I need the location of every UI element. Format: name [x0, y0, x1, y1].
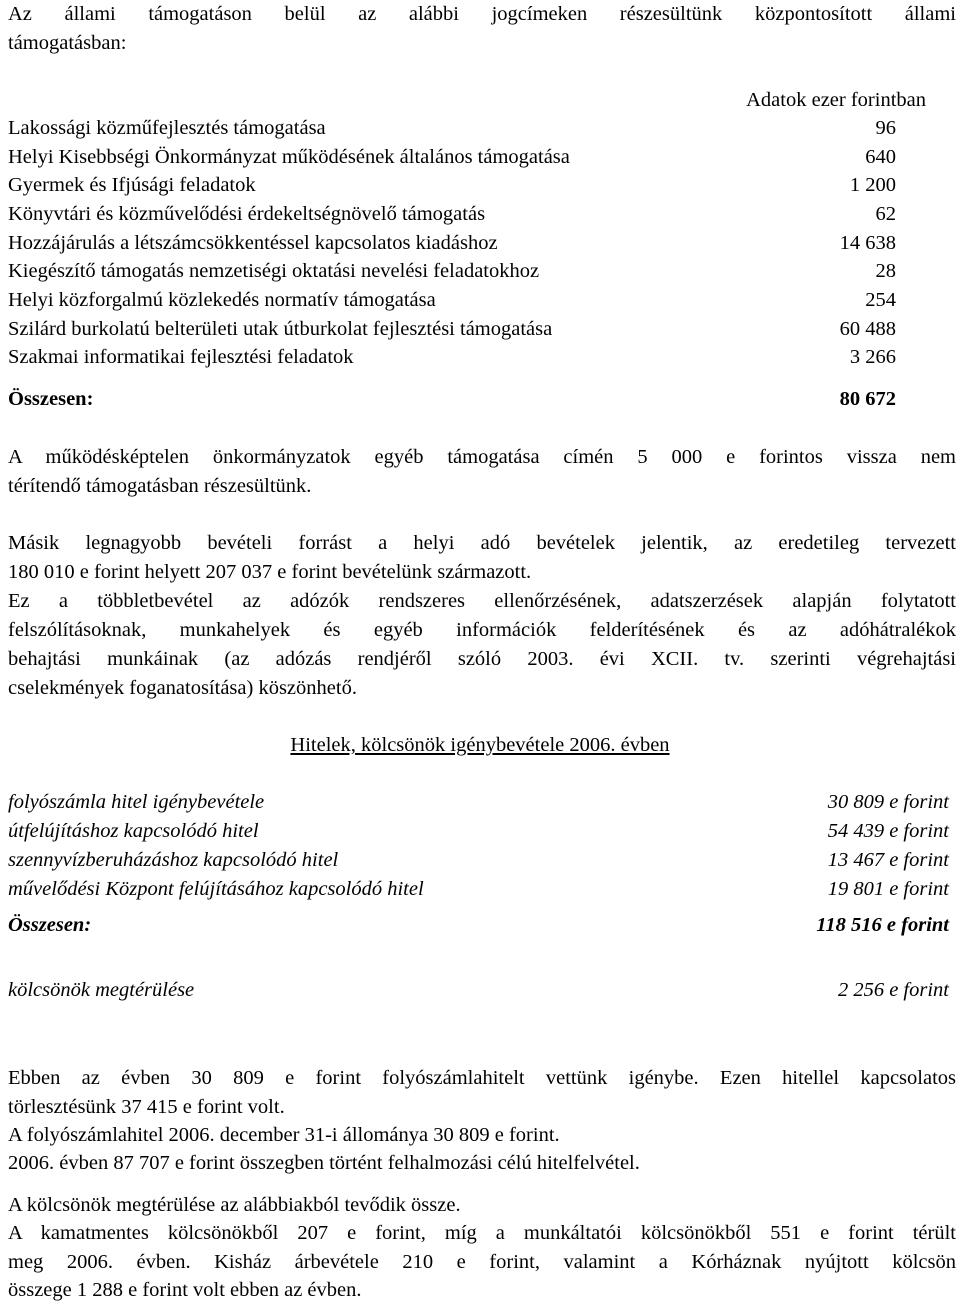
row-label: Szilárd burkolatú belterületi utak útburkolat fejlesztési támogatása: [8, 318, 553, 340]
table-row: [8, 257, 896, 286]
row-value: 1 200: [849, 174, 896, 196]
row-label: Lakossági közműfejlesztés támogatása: [8, 117, 326, 139]
row-value: 14 638: [839, 232, 896, 254]
para-tax-line-4: felszólításoknak, munkahelyek és egyéb információk felderítésének és az adóhátralékok: [8, 619, 956, 641]
row-value: 3 266: [849, 346, 896, 368]
row-value: 28: [875, 260, 896, 282]
unit-note: Adatok ezer forintban: [746, 89, 926, 111]
row-value: 640: [865, 146, 896, 168]
para-credit-line-2: törlesztésünk 37 415 e forint volt.: [8, 1096, 285, 1118]
loan-value: 13 467 e forint: [827, 849, 949, 871]
para-tax-line-2: 180 010 e forint helyett 207 037 e forint bevételünk származott.: [8, 561, 532, 583]
loan-repay-label: kölcsönök megtérülése: [8, 979, 195, 1001]
table-row: [8, 229, 896, 258]
loan-value: 19 801 e forint: [827, 878, 949, 900]
para-support-line-2: térítendő támogatásban részesültünk.: [8, 475, 312, 497]
row-label: Szakmai informatikai fejlesztési feladatok: [8, 346, 354, 368]
para-repay-line-4: összege 1 288 e forint volt ebben az évben.: [8, 1279, 362, 1301]
intro-line-2: támogatásban:: [8, 32, 127, 54]
loan-repay-value: 2 256 e forint: [837, 979, 949, 1001]
row-label: Helyi közforgalmú közlekedés normatív támogatása: [8, 289, 436, 311]
loans-heading: Hitelek, kölcsönök igénybevétele 2006. évben: [290, 734, 670, 756]
loan-row: [8, 875, 949, 904]
para-tax-line-6: cselekmények foganatosítása) köszönhető.: [8, 677, 357, 699]
para-tax-line-1: Másik legnagyobb bevételi forrást a helyi adó bevételek jelentik, az eredetileg tervezett: [8, 532, 956, 554]
row-label: Könyvtári és közművelődési érdekeltségnövelő támogatás: [8, 203, 486, 225]
loan-label: útfelújításhoz kapcsolódó hitel: [8, 820, 259, 842]
para-tax-line-3: Ez a többletbevétel az adózók rendszeres ellenőrzésének, adatszerzések alapján folytatott: [8, 590, 956, 612]
table-row: [8, 171, 896, 200]
row-label: Kiegészítő támogatás nemzetiségi oktatási nevelési feladatokhoz: [8, 260, 540, 282]
loan-row: [8, 788, 949, 817]
table-row: [8, 143, 896, 172]
total-value: 80 672: [839, 388, 896, 410]
table-row: [8, 114, 896, 143]
loan-label: művelődési Központ felújításához kapcsolódó hitel: [8, 878, 424, 900]
loan-value: 30 809 e forint: [827, 791, 949, 813]
table-row: [8, 286, 896, 315]
row-value: 254: [865, 289, 896, 311]
loan-repay-row: [8, 976, 949, 1005]
loan-row: [8, 817, 949, 846]
loan-row: [8, 846, 949, 875]
total-label: Összesen:: [8, 388, 94, 410]
row-label: Hozzájárulás a létszámcsökkentéssel kapcsolatos kiadáshoz: [8, 232, 498, 254]
table-row: [8, 200, 896, 229]
table-total-row: [8, 385, 896, 414]
row-label: Gyermek és Ifjúsági feladatok: [8, 174, 256, 196]
loan-total-value: 118 516 e forint: [816, 914, 949, 936]
para-support-line-1: A működésképtelen önkormányzatok egyéb támogatása címén 5 000 e forintos vissza nem: [8, 446, 956, 468]
para-tax-line-5: behajtási munkáinak (az adózás rendjéről szóló 2003. évi XCII. tv. szerinti végrehajtási: [8, 648, 956, 670]
para-repay-line-2: A kamatmentes kölcsönökből 207 e forint, míg a munkáltatói kölcsönökből 551 e forint térült: [8, 1222, 956, 1244]
loan-total-row: [8, 911, 949, 940]
table-row: [8, 343, 896, 372]
row-label: Helyi Kisebbségi Önkormányzat működésének általános támogatása: [8, 146, 570, 168]
row-value: 62: [875, 203, 896, 225]
para-credit-line-1: Ebben az évben 30 809 e forint folyószámlahitelt vettünk igénybe. Ezen hitellel kapcsolatos: [8, 1067, 956, 1089]
para-credit-line-3: A folyószámlahitel 2006. december 31-i állománya 30 809 e forint.: [8, 1124, 560, 1146]
loan-total-label: Összesen:: [8, 914, 92, 936]
intro-line-1: Az állami támogatáson belül az alábbi jogcímeken részesültünk központosított állami: [8, 3, 956, 25]
row-value: 96: [875, 117, 896, 139]
loan-label: folyószámla hitel igénybevétele: [8, 791, 265, 813]
para-credit-line-4: 2006. évben 87 707 e forint összegben történt felhalmozási célú hitelfelvétel.: [8, 1152, 640, 1174]
loan-value: 54 439 e forint: [827, 820, 949, 842]
para-repay-line-3: meg 2006. évben. Kisház árbevétele 210 e forint, valamint a Kórháznak nyújtott kölcsön: [8, 1251, 956, 1273]
table-row: [8, 315, 896, 344]
row-value: 60 488: [839, 318, 896, 340]
para-repay-line-1: A kölcsönök megtérülése az alábbiakból tevődik össze.: [8, 1194, 461, 1216]
loan-label: szennyvízberuházáshoz kapcsolódó hitel: [8, 849, 339, 871]
